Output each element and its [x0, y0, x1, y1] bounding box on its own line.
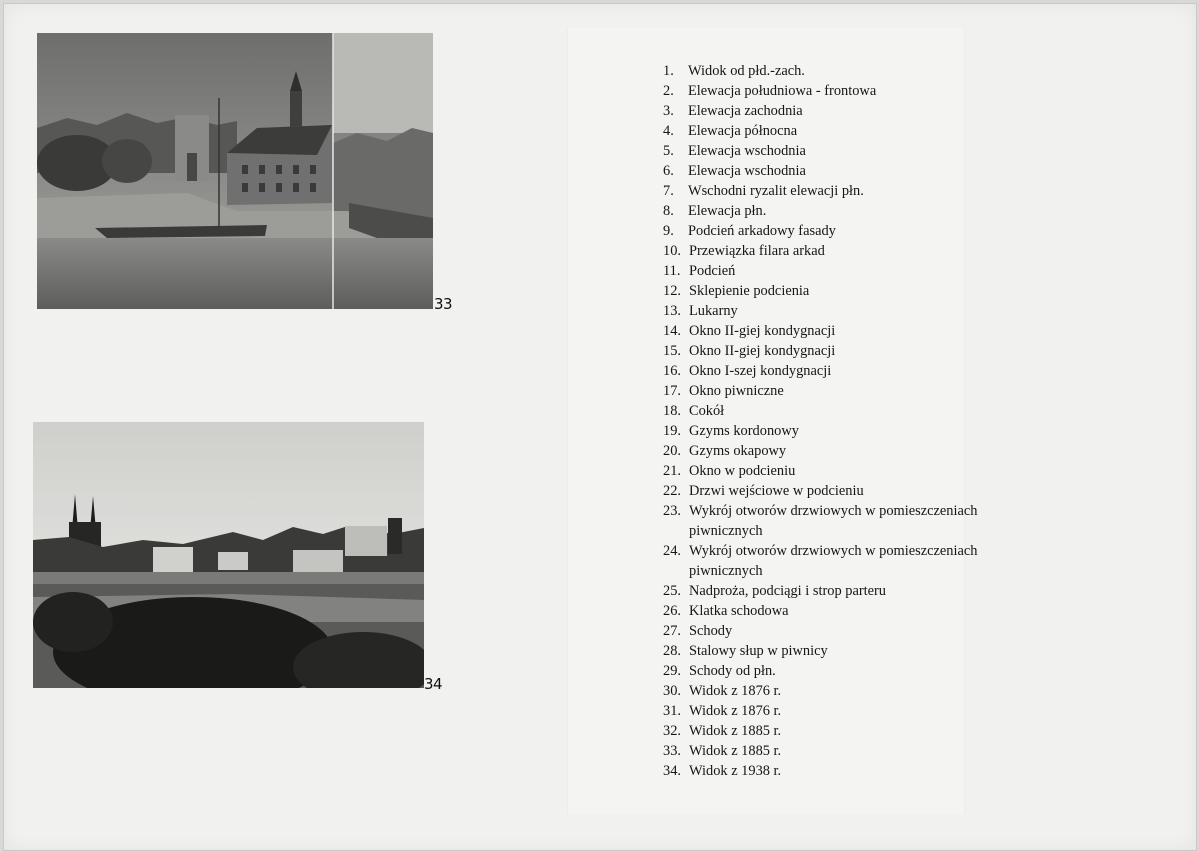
caption-item — [663, 61, 983, 81]
caption-text: Elewacja południowa - frontowa — [688, 83, 877, 99]
caption-text: Stalowy słup w piwnicy — [689, 643, 828, 659]
caption-number: 20. — [663, 443, 681, 459]
caption-text: Drzwi wejściowe w podcieniu — [689, 483, 864, 499]
caption-item — [663, 81, 983, 101]
caption-text: Wykrój otworów drzwiowych w pomieszczeniach piwnicznych — [689, 543, 978, 579]
photo-33-riverside-view — [37, 33, 433, 309]
caption-text: Elewacja zachodnia — [688, 103, 803, 119]
caption-item — [663, 101, 983, 121]
caption-item — [663, 141, 983, 161]
caption-item — [663, 181, 983, 201]
illustration-captions-list — [663, 61, 983, 781]
caption-number: 26. — [663, 603, 681, 619]
caption-number: 27. — [663, 623, 681, 639]
caption-text: Okno w podcieniu — [689, 463, 796, 479]
caption-text: Schody — [689, 623, 733, 639]
caption-number: 30. — [663, 683, 681, 699]
caption-text: Wschodni ryzalit elewacji płn. — [688, 183, 864, 199]
caption-number: 19. — [663, 423, 681, 439]
caption-number: 18. — [663, 403, 681, 419]
caption-text: Elewacja płn. — [688, 203, 767, 219]
caption-item — [663, 321, 983, 341]
caption-item — [663, 121, 983, 141]
caption-item — [663, 701, 983, 721]
caption-text: Elewacja wschodnia — [688, 163, 806, 179]
caption-number: 1. — [663, 63, 674, 79]
caption-number: 28. — [663, 643, 681, 659]
caption-text: Widok z 1938 r. — [689, 763, 782, 779]
caption-number: 34. — [663, 763, 681, 779]
caption-item — [663, 541, 983, 581]
caption-item — [663, 221, 983, 241]
caption-text: Gzyms okapowy — [689, 443, 787, 459]
caption-number: 3. — [663, 103, 674, 119]
caption-number: 16. — [663, 363, 681, 379]
caption-number: 14. — [663, 323, 681, 339]
caption-item — [663, 681, 983, 701]
caption-item — [663, 381, 983, 401]
caption-item — [663, 301, 983, 321]
caption-number: 10. — [663, 243, 681, 259]
caption-number: 6. — [663, 163, 674, 179]
caption-item — [663, 441, 983, 461]
caption-text: Okno II-giej kondygnacji — [689, 323, 836, 339]
caption-item — [663, 281, 983, 301]
caption-number: 32. — [663, 723, 681, 739]
caption-number: 21. — [663, 463, 681, 479]
caption-number: 29. — [663, 663, 681, 679]
caption-text: Klatka schodowa — [689, 603, 789, 619]
caption-number: 5. — [663, 143, 674, 159]
caption-item — [663, 421, 983, 441]
caption-text: Widok z 1885 r. — [689, 743, 782, 759]
caption-number: 13. — [663, 303, 681, 319]
caption-item — [663, 761, 983, 781]
caption-item — [663, 621, 983, 641]
caption-number: 7. — [663, 183, 674, 199]
caption-number: 17. — [663, 383, 681, 399]
caption-item — [663, 501, 983, 541]
caption-item — [663, 241, 983, 261]
caption-text: Elewacja wschodnia — [688, 143, 806, 159]
caption-number: 9. — [663, 223, 674, 239]
caption-item — [663, 661, 983, 681]
photo-34-town-panorama — [33, 422, 424, 688]
caption-text: Okno II-giej kondygnacji — [689, 343, 836, 359]
caption-item — [663, 641, 983, 661]
caption-item — [663, 201, 983, 221]
caption-text: Wykrój otworów drzwiowych w pomieszczeniach piwnicznych — [689, 503, 978, 539]
caption-item — [663, 361, 983, 381]
caption-number: 31. — [663, 703, 681, 719]
caption-text: Przewiązka filara arkad — [689, 243, 825, 259]
caption-text: Schody od płn. — [689, 663, 776, 679]
caption-number: 15. — [663, 343, 681, 359]
caption-text: Nadproża, podciągi i strop parteru — [689, 583, 886, 599]
caption-text: Okno I-szej kondygnacji — [689, 363, 832, 379]
caption-number: 12. — [663, 283, 681, 299]
caption-number: 23. — [663, 503, 681, 519]
caption-item — [663, 601, 983, 621]
caption-number: 25. — [663, 583, 681, 599]
caption-text: Okno piwniczne — [689, 383, 784, 399]
caption-item — [663, 161, 983, 181]
caption-text: Gzyms kordonowy — [689, 423, 799, 439]
caption-text: Widok z 1876 r. — [689, 703, 782, 719]
caption-item — [663, 341, 983, 361]
caption-text: Elewacja północna — [688, 123, 798, 139]
photo-33-number: 33 — [434, 295, 453, 313]
caption-text: Widok od płd.-zach. — [688, 63, 805, 79]
caption-number: 24. — [663, 543, 681, 559]
caption-text: Sklepienie podcienia — [689, 283, 810, 299]
caption-number: 2. — [663, 83, 674, 99]
caption-text: Widok z 1876 r. — [689, 683, 782, 699]
caption-text: Podcień arkadowy fasady — [688, 223, 836, 239]
caption-item — [663, 401, 983, 421]
caption-number: 33. — [663, 743, 681, 759]
caption-number: 22. — [663, 483, 681, 499]
caption-item — [663, 461, 983, 481]
caption-item — [663, 721, 983, 741]
caption-number: 8. — [663, 203, 674, 219]
caption-text: Lukarny — [689, 303, 738, 319]
caption-text: Podcień — [689, 263, 736, 279]
caption-number: 11. — [663, 263, 681, 279]
caption-text: Cokół — [689, 403, 725, 419]
caption-item — [663, 741, 983, 761]
caption-item — [663, 261, 983, 281]
caption-item — [663, 581, 983, 601]
caption-number: 4. — [663, 123, 674, 139]
caption-item — [663, 481, 983, 501]
caption-text: Widok z 1885 r. — [689, 723, 782, 739]
photo-34-number: 34 — [424, 675, 443, 693]
